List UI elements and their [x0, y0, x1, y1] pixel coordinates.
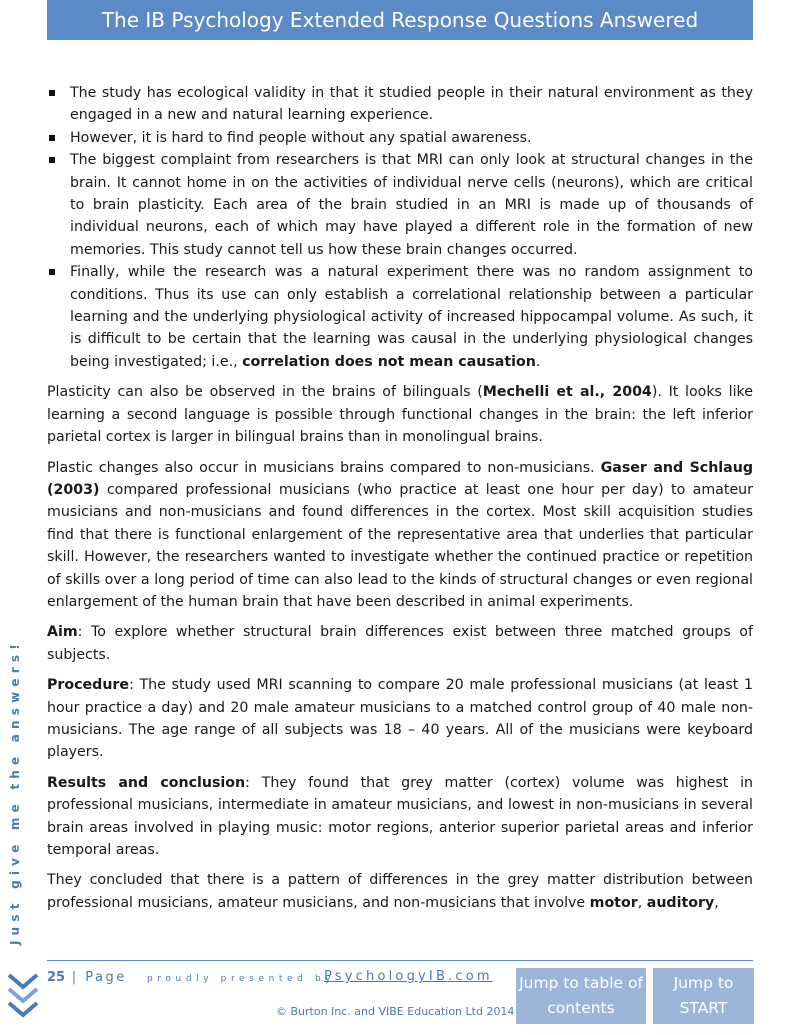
paragraph-conclusion: They concluded that there is a pattern of differences in the grey matter distribution between professional musicians, amateur musicians, and non-musicians that involve motor, auditory,: [47, 872, 753, 911]
bullet-square-icon: [49, 135, 55, 141]
jump-to-contents-button[interactable]: Jump to table of contents: [516, 968, 646, 1024]
list-item: The study has ecological validity in that it studied people in their natural environment as they engaged in a new and natural learning experience.: [47, 82, 753, 127]
page-number: 25 | Page: [47, 970, 127, 985]
emphasis-text: correlation does not mean causation: [242, 353, 536, 370]
list-item: However, it is hard to find people without any spatial awareness.: [47, 127, 753, 149]
section-label: Aim: [47, 624, 78, 641]
bullet-square-icon: [49, 90, 55, 96]
bullet-square-icon: [49, 269, 55, 275]
paragraph-musicians: Plastic changes also occur in musicians brains compared to non-musicians. Gaser and Schlaug (2003) compared professional musicians (who practice at least one hour per day) to amateur musicians and non-musicians and found differences in the cortex. Most skill acquisition studies find that there is functional enlargement of the representative area that underlies that particular skill. However, the researchers wanted to investigate whether the continued practice or repetition of skills over a long period of time can also lead to the kinds of structural changes or even regional enlargement of the human brain that have been described in animal experiments.: [47, 459, 753, 610]
main-content: [47, 82, 753, 922]
limitations-list: [47, 82, 753, 373]
site-link[interactable]: PsychologyIB.com: [324, 969, 493, 984]
list-item: The biggest complaint from researchers is that MRI can only look at structural changes in the brain. It cannot home in on the activities of individual nerve cells (neurons), which are critical to brain plasticity. Each area of the brain studied in an MRI is made up of thousands of individual neurons, each of which may have played a different role in the formation of new memories. This study cannot tell us how these brain changes occurred.: [47, 149, 753, 261]
side-tagline: Just give me the answers!: [8, 639, 22, 945]
double-chevron-down-icon[interactable]: [6, 967, 40, 1025]
footer-divider: [47, 960, 753, 961]
paragraph-procedure: Procedure: The study used MRI scanning to compare 20 male professional musicians (at least 1 hour practice a day) and 20 male amateur musicians to a matched control group of 40 male non-musicians. The age range of all subjects was 18 – 40 years. All of the musicians were keyboard players.: [47, 677, 753, 761]
citation: Gaser and Schlaug (2003): [47, 459, 753, 498]
presented-by-text: proudly presented by: [147, 974, 336, 984]
page-header-title: The IB Psychology Extended Response Questions Answered: [47, 0, 753, 40]
bullet-square-icon: [49, 157, 55, 163]
citation: Mechelli et al., 2004: [482, 384, 652, 401]
paragraph-bilinguals: Plasticity can also be observed in the brains of bilinguals (Mechelli et al., 2004). It looks like learning a second language is possible through functional changes in the brain: the left inferior parietal cortex is larger in bilingual brains than in monolingual brains.: [47, 384, 753, 446]
emphasis-text: motor: [589, 894, 638, 911]
emphasis-text: auditory: [646, 894, 715, 911]
paragraph-aim: Aim: To explore whether structural brain differences exist between three matched groups of subjects.: [47, 624, 753, 663]
section-label: Results and conclusion: [47, 774, 246, 791]
copyright-text: © Burton Inc. and VIBE Education Ltd 2014: [276, 1005, 515, 1018]
section-label: Procedure: [47, 677, 130, 694]
list-item: Finally, while the research was a natural experiment there was no random assignment to conditions. Thus its use can only establish a correlational relationship between a particular learning and the underlying physiological activity of increased hippocampal volume. As such, it is difficult to be certain that the learning was causal in the underlying physiological changes being investigated; i.e., correlation does not mean causation.: [47, 261, 753, 373]
paragraph-results: Results and conclusion: They found that grey matter (cortex) volume was highest in professional musicians, intermediate in amateur musicians, and lowest in non-musicians in several brain areas involved in playing music: motor regions, anterior superior parietal areas and inferior temporal areas.: [47, 774, 754, 858]
jump-to-start-button[interactable]: Jump to START: [653, 968, 754, 1024]
